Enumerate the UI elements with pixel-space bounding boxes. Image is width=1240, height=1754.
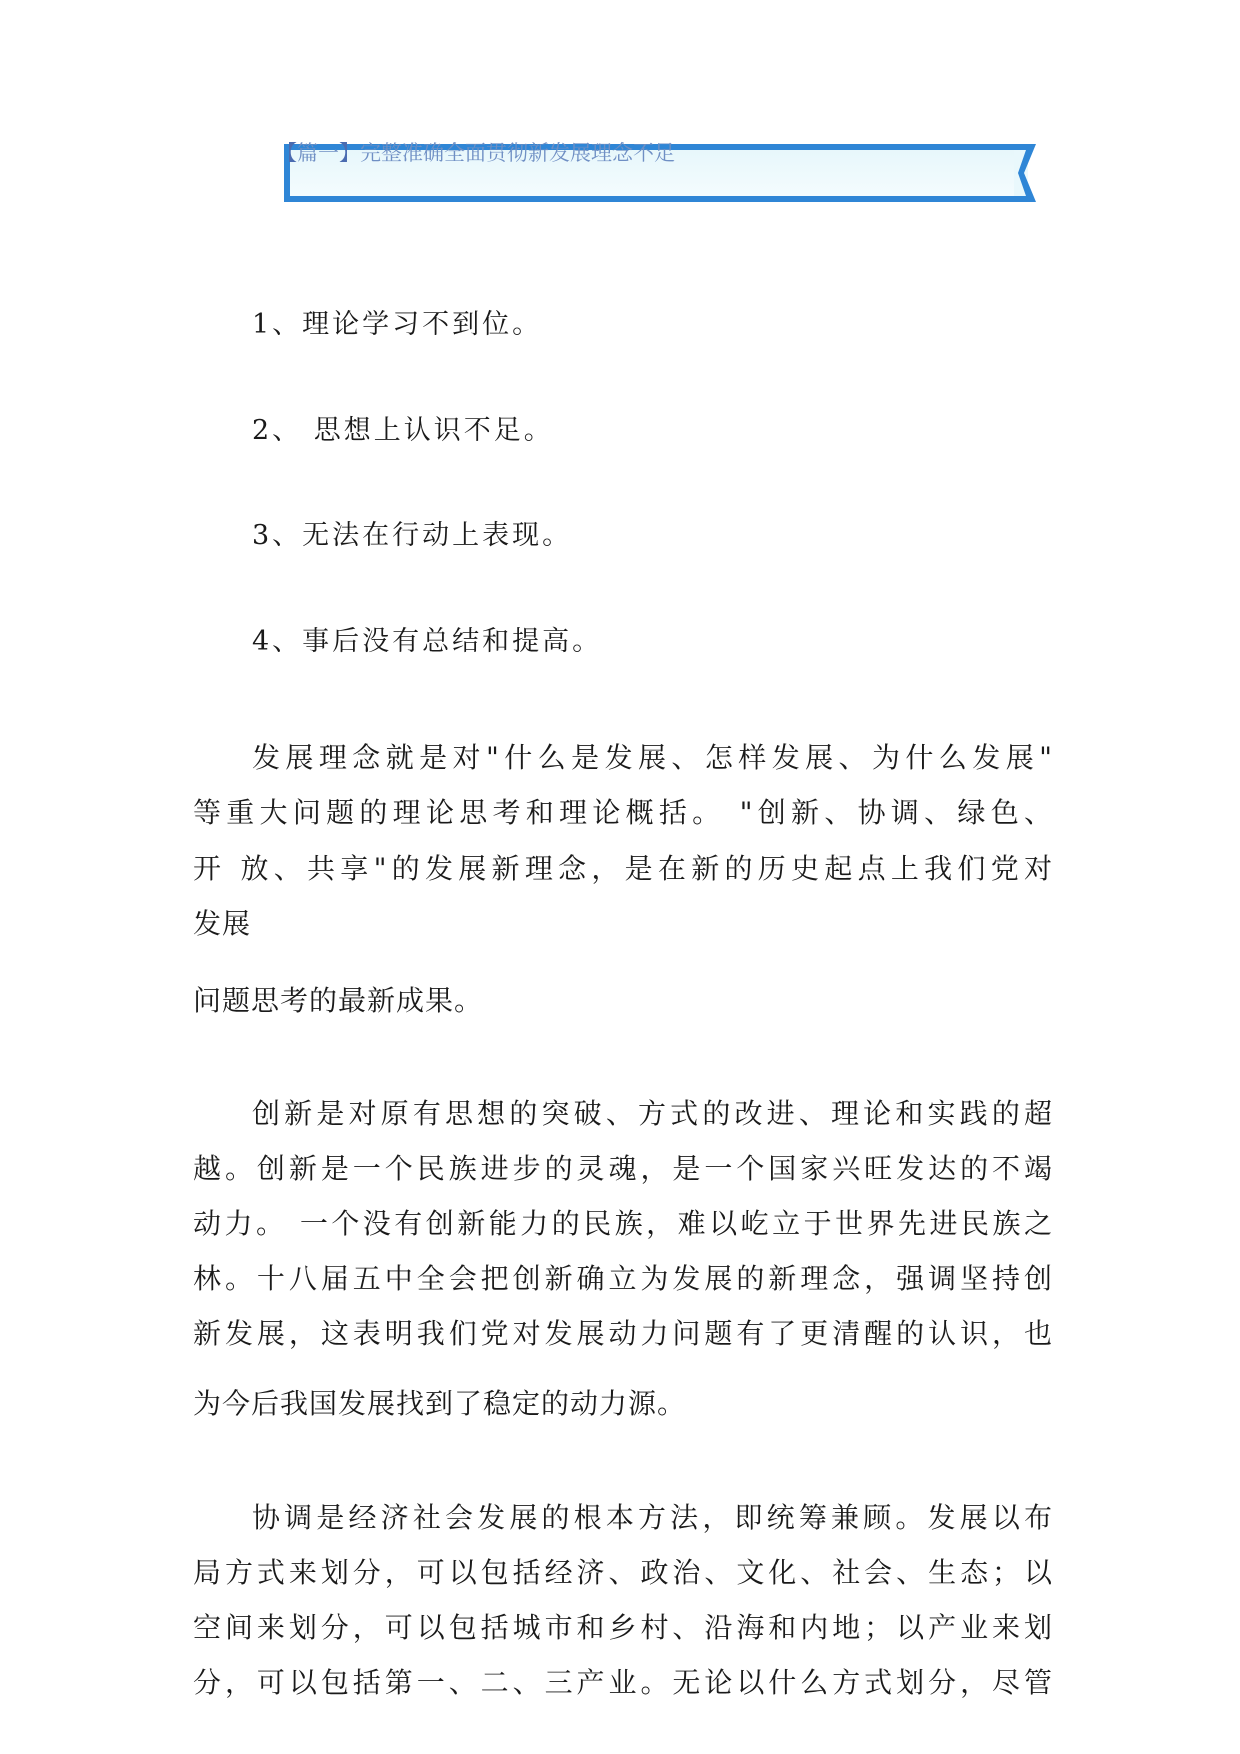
banner-close-bracket: 】 [339,141,360,165]
paragraph-line: 林。十八届五中全会把创新确立为发展的新理念，强调坚持创 [193,1262,1053,1295]
banner-open-bracket: 【 [276,141,297,165]
paragraph-line: 协调是经济社会发展的根本方法，即统筹兼顾。发展以布 [252,1501,1053,1534]
banner-title [276,140,675,166]
paragraph-line: 为今后我国发展找到了稳定的动力源。 [193,1387,687,1420]
paragraph-line: 越。创新是一个民族进步的灵魂，是一个国家兴旺发达的不竭 [193,1152,1053,1185]
paragraph-line: 等重大问题的理论思考和理论概括。 "创新、协调、绿色、 [193,796,1053,829]
paragraph-line: 发展理念就是对"什么是发展、怎样发展、为什么发展" [252,741,1053,774]
list-item: 1、理论学习不到位。 [252,309,543,340]
paragraph-line: 空间来划分，可以包括城市和乡村、沿海和内地；以产业来划 [193,1611,1053,1644]
banner-ribbon-notch-icon [1014,144,1036,202]
paragraph-line: 动力。 一个没有创新能力的民族，难以屹立于世界先进民族之 [193,1207,1053,1240]
list-item: 2、 思想上认识不足。 [252,415,554,446]
paragraph-line: 问题思考的最新成果。 [193,984,484,1017]
banner-label: 篇一 [297,141,339,165]
paragraph-line: 新发展，这表明我们党对发展动力问题有了更清醒的认识，也 [193,1317,1053,1350]
paragraph-line: 创新是对原有思想的突破、方式的改进、理论和实践的超 [252,1097,1053,1130]
paragraph-line: 分，可以包括第一、二、三产业。无论以什么方式划分，尽管 [193,1666,1053,1699]
list-item: 3、无法在行动上表现。 [252,520,573,551]
banner-heading: 完整准确全面贯彻新发展理念不足 [360,141,675,165]
section-banner [272,140,1040,206]
paragraph-line: 开 放、共享"的发展新理念，是在新的历史起点上我们党对 [193,852,1053,885]
paragraph-line: 局方式来划分，可以包括经济、政治、文化、社会、生态；以 [193,1556,1053,1589]
list-item: 4、事后没有总结和提高。 [252,626,603,657]
paragraph-line: 发展 [193,907,252,940]
